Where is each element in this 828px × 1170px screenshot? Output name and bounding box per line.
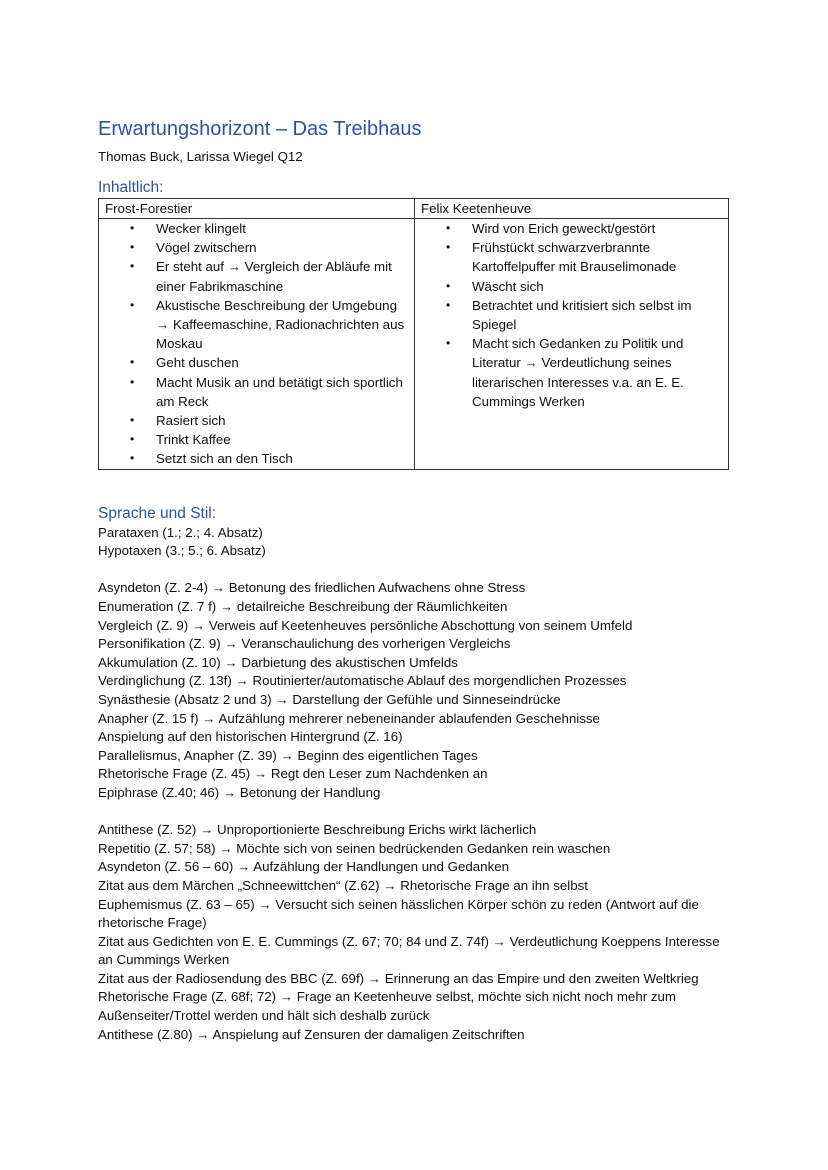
bullet-dot-icon: • — [446, 297, 451, 312]
bullet-dot-icon: • — [130, 374, 135, 389]
bullet-text: Macht sich Gedanken zu Politik und Literatur → Verdeutlichung seines literarischen Interesses v.a. an E. E. Cummings Werken — [472, 336, 684, 409]
text-line: Epiphrase (Z.40; 46) → Betonung der Handlung — [98, 784, 381, 800]
bullet-text: Wird von Erich geweckt/gestört — [472, 221, 656, 236]
bullet-text: Geht duschen — [156, 355, 239, 371]
text-line: Personifikation (Z. 9) → Veranschaulichung des vorherigen Vergleichs — [98, 636, 511, 652]
stylistic-devices-part-1 — [98, 579, 730, 802]
spacer — [98, 561, 730, 580]
bullet-item — [105, 238, 408, 257]
text-line: Antithese (Z.80) → Anspielung auf Zensuren der damaligen Zeitschriften — [98, 1026, 525, 1042]
column-header-frost: Frost-Forestier — [99, 199, 415, 219]
frost-bullet-list — [105, 219, 408, 469]
bullet-text: Akustische Beschreibung der Umgebung → Kaffeemaschine, Radionachrichten aus Moskau — [156, 297, 405, 352]
bullet-dot-icon: • — [130, 413, 135, 428]
bullet-dot-icon: • — [446, 336, 451, 351]
bullet-item — [105, 449, 408, 468]
frost-cell — [99, 219, 415, 470]
bullet-text: Setzt sich an den Tisch — [156, 451, 293, 467]
bullet-item — [421, 219, 722, 238]
document-title: Erwartungshorizont – Das Treibhaus — [98, 118, 422, 140]
text-line: Akkumulation (Z. 10) → Darbietung des akustischen Umfelds — [98, 654, 458, 670]
syntax-lines — [98, 524, 730, 561]
bullet-item — [105, 296, 408, 354]
bullet-dot-icon: • — [130, 297, 135, 312]
text-line: Vergleich (Z. 9) → Verweis auf Keetenheuves persönliche Abschottung von seinem Umfeld — [98, 617, 633, 633]
bullet-item — [105, 411, 408, 430]
bullet-item — [421, 277, 722, 296]
bullet-item — [105, 373, 408, 411]
bullet-dot-icon: • — [130, 432, 135, 447]
text-line: Parallelismus, Anapher (Z. 39) → Beginn des eigentlichen Tages — [98, 747, 478, 763]
text-line: Verdinglichung (Z. 13f) → Routinierter/automatische Ablauf des morgendlichen Prozesses — [98, 673, 627, 689]
text-line: Zitat aus Gedichten von E. E. Cummings (Z. 67; 70; 84 und Z. 74f) → Verdeutlichung Koeppens Interesse an Cummings Werken — [98, 933, 720, 968]
bullet-text: Betrachtet und kritisiert sich selbst im Spiegel — [472, 297, 692, 333]
text-line: Euphemismus (Z. 63 – 65) → Versucht sich seinen hässlichen Körper schön zu reden (Antwort auf die rhetorische Frage) — [98, 896, 699, 931]
bullet-text: Macht Musik an und betätigt sich sportlich am Reck — [156, 374, 403, 409]
text-line: Rhetorische Frage (Z. 68f; 72) → Frage an Keetenheuve selbst, möchte sich nicht noch mehr zum Außenseiter/Trottel werden und hält sich deshalb zurück — [98, 989, 676, 1024]
bullet-dot-icon: • — [130, 355, 135, 370]
text-line: Repetitio (Z. 57; 58) → Möchte sich von seinen bedrückenden Gedanken rein waschen — [98, 840, 611, 856]
bullet-item — [105, 257, 408, 295]
document-authors: Thomas Buck, Larissa Wiegel Q12 — [98, 149, 303, 164]
bullet-item — [421, 334, 722, 411]
spacer — [98, 803, 730, 822]
bullet-text: Wäscht sich — [472, 278, 544, 294]
text-line: Zitat aus der Radiosendung des BBC (Z. 69f) → Erinnerung an das Empire und den zweiten Weltkrieg — [98, 970, 699, 986]
text-line: Antithese (Z. 52) → Unproportionierte Beschreibung Erichs wirkt lächerlich — [98, 822, 537, 838]
bullet-text: Rasiert sich — [156, 413, 226, 429]
text-line: Hypotaxen (3.; 5.; 6. Absatz) — [98, 543, 266, 559]
text-line: Anapher (Z. 15 f) → Aufzählung mehrerer nebeneinander ablaufenden Geschehnisse — [98, 710, 600, 726]
text-line: Enumeration (Z. 7 f) → detailreiche Beschreibung der Räumlichkeiten — [98, 599, 508, 615]
bullet-dot-icon: • — [446, 240, 451, 255]
column-header-felix: Felix Keetenheuve — [415, 199, 729, 219]
bullet-dot-icon: • — [130, 221, 135, 235]
bullet-text: Vögel zwitschern — [156, 240, 257, 256]
bullet-text: Er steht auf → Vergleich der Abläufe mit einer Fabrikmaschine — [156, 259, 392, 294]
section-heading-inhalt: Inhaltlich: — [98, 179, 164, 196]
section-heading-sprache: Sprache und Stil: — [98, 504, 217, 522]
text-line: Rhetorische Frage (Z. 45) → Regt den Leser zum Nachdenken an — [98, 766, 488, 782]
felix-cell — [415, 219, 729, 470]
bullet-dot-icon: • — [130, 451, 135, 466]
bullet-item — [105, 219, 408, 238]
text-line: Parataxen (1.; 2.; 4. Absatz) — [98, 524, 263, 540]
bullet-dot-icon: • — [446, 278, 451, 293]
felix-bullet-list — [421, 219, 722, 411]
text-line: Anspielung auf den historischen Hintergrund (Z. 16) — [98, 729, 403, 745]
bullet-item — [421, 238, 722, 276]
bullet-text: Wecker klingelt — [156, 221, 246, 236]
document-page — [98, 116, 730, 1044]
text-line: Zitat aus dem Märchen „Schneewittchen“ (Z.62) → Rhetorische Frage an ihn selbst — [98, 877, 588, 893]
bullet-item — [421, 296, 722, 334]
bullet-text: Frühstückt schwarzverbrannte Kartoffelpuffer mit Brauselimonade — [472, 240, 677, 275]
bullet-dot-icon: • — [130, 240, 135, 255]
stylistic-devices-part-2 — [98, 821, 730, 1044]
text-line: Asyndeton (Z. 2-4) → Betonung des friedlichen Aufwachens ohne Stress — [98, 580, 526, 596]
content-table — [98, 198, 729, 470]
bullet-dot-icon: • — [446, 221, 451, 235]
text-line: Asyndeton (Z. 56 – 60) → Aufzählung der Handlungen und Gedanken — [98, 859, 510, 875]
bullet-dot-icon: • — [130, 259, 135, 274]
bullet-item — [105, 353, 408, 372]
bullet-item — [105, 430, 408, 449]
text-line: Synästhesie (Absatz 2 und 3) → Darstellung der Gefühle und Sinneseindrücke — [98, 691, 561, 707]
bullet-text: Trinkt Kaffee — [156, 432, 231, 448]
